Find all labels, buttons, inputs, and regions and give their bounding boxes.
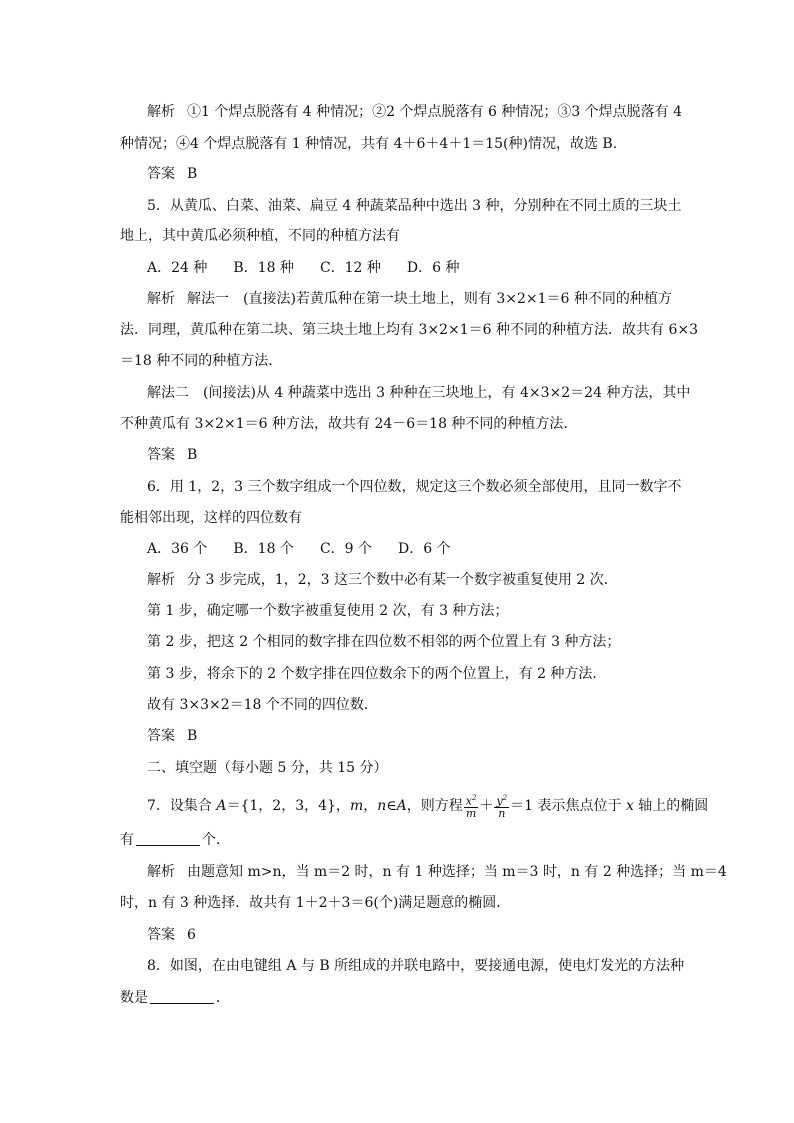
text-line: ＝18 种不同的种植方法． xyxy=(120,353,283,369)
answer-label: 答案 xyxy=(147,927,175,943)
option-c: C．12 种 xyxy=(319,260,381,276)
answer-line xyxy=(147,164,197,184)
step-3: 第 3 步，将余下的 2 个数字排在四位数余下的两个位置上，有 2 种方法． xyxy=(147,666,607,682)
answer-value: 6 xyxy=(187,927,196,943)
answer-blank[interactable] xyxy=(150,989,214,1004)
var-n: n xyxy=(377,797,387,814)
q7-text: ，则方程 xyxy=(406,797,463,814)
options-q5 xyxy=(147,258,486,278)
option-a: A．24 种 xyxy=(147,260,208,276)
option-c: C．9 个 xyxy=(319,541,373,557)
solution-label: 解析 xyxy=(147,864,175,880)
answer-value: B xyxy=(187,447,198,463)
set-symbol: A xyxy=(216,797,227,814)
fill-blank-line xyxy=(120,830,230,850)
q7-text: ＋ xyxy=(479,797,494,814)
q7-text: 有 xyxy=(120,832,134,848)
solution-text: 解法一 (直接法)若黄瓜种在第一块土地上，则有 3×2×1＝6 种不同的种植方 xyxy=(187,291,672,307)
fraction-x2-over-m: $\frac{x^2}{m}$ xyxy=(465,794,477,820)
solution-label: 解析 xyxy=(147,291,175,307)
option-d: D．6 个 xyxy=(398,541,451,557)
answer-value: B xyxy=(187,166,198,182)
text-line: 法．同理，黄瓜种在第二块、第三块土地上均有 3×2×1＝6 种不同的种植方法．故共有 6×3 xyxy=(120,322,698,338)
options-q6 xyxy=(147,539,477,559)
answer-line xyxy=(147,925,196,945)
answer-line xyxy=(147,726,197,746)
q7-text: 个． xyxy=(202,832,230,848)
text-line: 地上，其中黄瓜必须种植，不同的种植方法有 xyxy=(120,228,400,244)
q7-text: 轴上的椭圆 xyxy=(633,797,709,814)
section-heading: 二、填空题（每小题 5 分，共 15 分） xyxy=(147,760,388,776)
q7-text: ， xyxy=(363,797,378,814)
option-b: B．18 种 xyxy=(233,260,294,276)
text-line: 能相邻出现，这样的四位数有 xyxy=(120,510,302,526)
text-line: 解法二 (间接法)从 4 种蔬菜中选出 3 种种在三块地上，有 4×3×2＝24 种方法，其中 xyxy=(147,385,691,401)
answer-label: 答案 xyxy=(147,166,175,182)
conclusion-line: 故有 3×3×2＝18 个不同的四位数． xyxy=(147,697,378,713)
var-m: m xyxy=(349,797,364,814)
q8-text: ． xyxy=(216,990,230,1006)
step-1: 第 1 步，确定哪一个数字被重复使用 2 次，有 3 种方法； xyxy=(147,603,509,619)
solution-text: ①1 个焊点脱落有 4 种情况；②2 个焊点脱落有 6 种情况；③3 个焊点脱落有 4 xyxy=(187,104,683,120)
set-symbol: A xyxy=(396,797,407,814)
fill-blank-line xyxy=(120,988,230,1008)
option-d: D．6 种 xyxy=(406,260,460,276)
answer-blank[interactable] xyxy=(136,831,200,846)
answer-label: 答案 xyxy=(147,447,175,463)
text-line: 种情况；④4 个焊点脱落有 1 种情况，共有 4＋6＋4＋1＝15(种)情况，故选 B. xyxy=(120,136,618,152)
answer-line xyxy=(147,445,197,465)
answer-value: B xyxy=(187,728,198,744)
question-8: 8．如图，在由电键组 A 与 B 所组成的并联电路中，要接通电源，使电灯发光的方法种 xyxy=(147,958,685,974)
q7-text: ＝{1，2，3，4}， xyxy=(226,797,350,814)
step-2: 第 2 步，把这 2 个相同的数字排在四位数不相邻的两个位置上有 3 种方法； xyxy=(147,634,621,650)
solution-text: 由题意知 m>n，当 m＝2 时，n 有 1 种选择；当 m＝3 时，n 有 2 种选择；当 m＝4 xyxy=(187,864,727,880)
solution-line xyxy=(147,289,672,309)
solution-line xyxy=(147,862,727,882)
option-b: B．18 个 xyxy=(233,541,294,557)
text-line: 时，n 有 3 种选择．故共有 1＋2＋3＝6(个)满足题意的椭圆． xyxy=(120,895,511,911)
solution-text: 分 3 步完成，1，2，3 这三个数中必有某一个数字被重复使用 2 次． xyxy=(187,572,618,588)
var-x: x xyxy=(625,797,634,814)
question-7 xyxy=(147,793,708,819)
q7-text: 7．设集合 xyxy=(147,797,217,814)
fraction-y2-over-n: $\frac{y^2}{n}$ xyxy=(496,794,508,820)
solution-line xyxy=(147,570,618,590)
text-line: 不种黄瓜有 3×2×1＝6 种方法，故共有 24－6＝18 种不同的种植方法． xyxy=(120,416,578,432)
answer-label: 答案 xyxy=(147,728,175,744)
solution-label: 解析 xyxy=(147,104,175,120)
q7-text: ∈ xyxy=(386,797,397,814)
q8-text: 数是 xyxy=(120,990,148,1006)
option-a: A．36 个 xyxy=(147,541,208,557)
question-6: 6．用 1，2，3 三个数字组成一个四位数，规定这三个数必须全部使用，且同一数字不 xyxy=(147,479,682,495)
question-5: 5．从黄瓜、白菜、油菜、扁豆 4 种蔬菜品种中选出 3 种，分别种在不同土质的三块土 xyxy=(147,198,682,214)
solution-line xyxy=(147,102,682,122)
q7-text: ＝1 表示焦点位于 xyxy=(510,797,626,814)
solution-label: 解析 xyxy=(147,572,175,588)
